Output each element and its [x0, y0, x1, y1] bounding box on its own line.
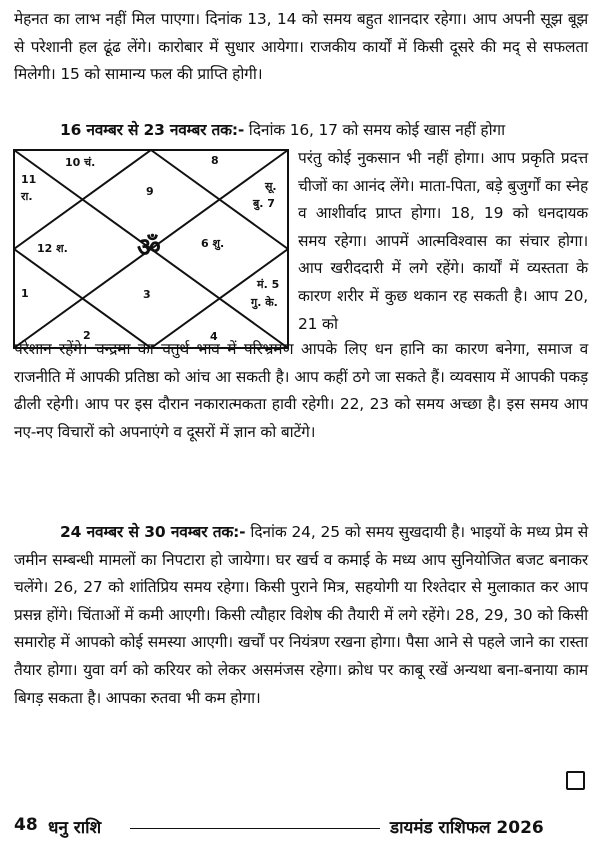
house-1-label: 1 [21, 287, 29, 300]
house-3-label: 3 [143, 288, 151, 301]
paragraph-week-16-23-side: परंतु कोई नुकसान भी नहीं होगा। आप प्रकृति प्रदत्त चीजों का आनंद लेंगे। माता-पिता, बड़े बुजुर्गों का स्नेह व आशीर्वाद प्राप्त होगा। 18, 19 को धनदायक समय रहेगा। आपमें आत्मविश्वास का संचार होगा। आप खरीददारी में लगे रहेंगे। कार्यों में व्यस्तता के कारण शरीर में कुछ थकान रह सकती है। आप 20, 21 को [298, 149, 588, 333]
week-24-30-heading: 24 नवम्बर से 30 नवम्बर तक:- [60, 523, 246, 541]
week-16-23-heading: 16 नवम्बर से 23 नवम्बर तक:- [60, 121, 245, 139]
om-symbol: ॐ [137, 233, 161, 263]
house-11-label: 11 [21, 173, 37, 186]
house-6-label: 6 शु. [201, 237, 225, 250]
paragraph-week-16-23-lead [14, 117, 588, 145]
house-9-label: 9 [146, 185, 154, 198]
house-2-label: 2 [83, 329, 91, 342]
horoscope-chart [13, 149, 289, 349]
page-footer [14, 815, 588, 841]
paragraph-intro: मेहनत का लाभ नहीं मिल पाएगा। दिनांक 13, 14 को समय बहुत शानदार रहेगा। आप अपनी सूझ बूझ से परेशानी हल ढूंढ लेंगे। कारोबार में सुधार आयेगा। राजकीय कार्यों में किसी दूसरे की मद् से सफलता मिलेगी। 15 को सामान्य फल की प्राप्ति होगी। [14, 10, 588, 84]
paragraph-week-16-23-continued: परेशान रहेंगे। चन्द्रमा का चतुर्थ भाव में परिभ्रमण आपके लिए धन हानि का कारण बनेगा, समाज व राजनीति में आपकी प्रतिष्ठा को आंच आ सकती है। आप कहीं ठगे जा सकते हैं। व्यवसाय में आपकी पकड़ ढीली रहेगी। आप पर इस दौरान नकारात्मकता हावी रहेगी। 22, 23 को समय अच्छा है। इस समय आप नए-नए विचारों को अपनाएंगे व दूसरों में ज्ञान को बाटेंगे। [14, 340, 588, 441]
house-10-label: 10 चं. [65, 156, 96, 169]
house-11-planet: रा. [21, 190, 33, 203]
paragraph-week-24-30 [14, 519, 588, 712]
house-5-label: मं. 5 [257, 278, 280, 291]
end-box-icon [566, 771, 585, 790]
house-8-label: 8 [211, 154, 219, 167]
house-12-label: 12 श. [37, 242, 68, 255]
week-24-30-text: दिनांक 24, 25 को समय सुखदायी है। भाइयों के मध्य प्रेम से जमीन सम्बन्धी मामलों का निपटारा हो जायेगा। घर खर्च व कमाई के मध्य आप सुनियोजित बजट बनाकर चलेंगे। 26, 27 को शांतिप्रिय समय रहेगा। किसी पुराने मित्र, सहयोगी या रिश्तेदार से मुलाकात कर आप प्रसन्न होंगे। चिंताओं में कमी आएगी। किसी त्यौहार विशेष की तैयारी में लगे रहेंगे। 28, 29, 30 को किसी समारोह में आपको कोई समस्या आएगी। खर्चों पर नियंत्रण रखना होगा। पैसा आने से पहले जाने का रास्ता तैयार होगा। युवा वर्ग को करियर को लेकर असमंजस रहेगा। क्रोध पर काबू रखें अन्यथा बना-बनाया काम बिगड़ सकता है। आपका रुतवा भी कम होगा। [14, 523, 589, 707]
house-7-planet: सू. [265, 180, 277, 193]
book-title: डायमंड राशिफल 2026 [390, 818, 544, 838]
page-number: 48 [14, 815, 38, 835]
footer-rule [130, 828, 380, 829]
house-7-label: बु. 7 [253, 197, 275, 210]
week-16-23-lead-text: दिनांक 16, 17 को समय कोई खास नहीं होगा [244, 121, 505, 139]
house-4-label: 4 [210, 330, 218, 343]
zodiac-sign-title: धनु राशि [48, 818, 102, 838]
house-5-planets: गु. के. [251, 296, 278, 309]
